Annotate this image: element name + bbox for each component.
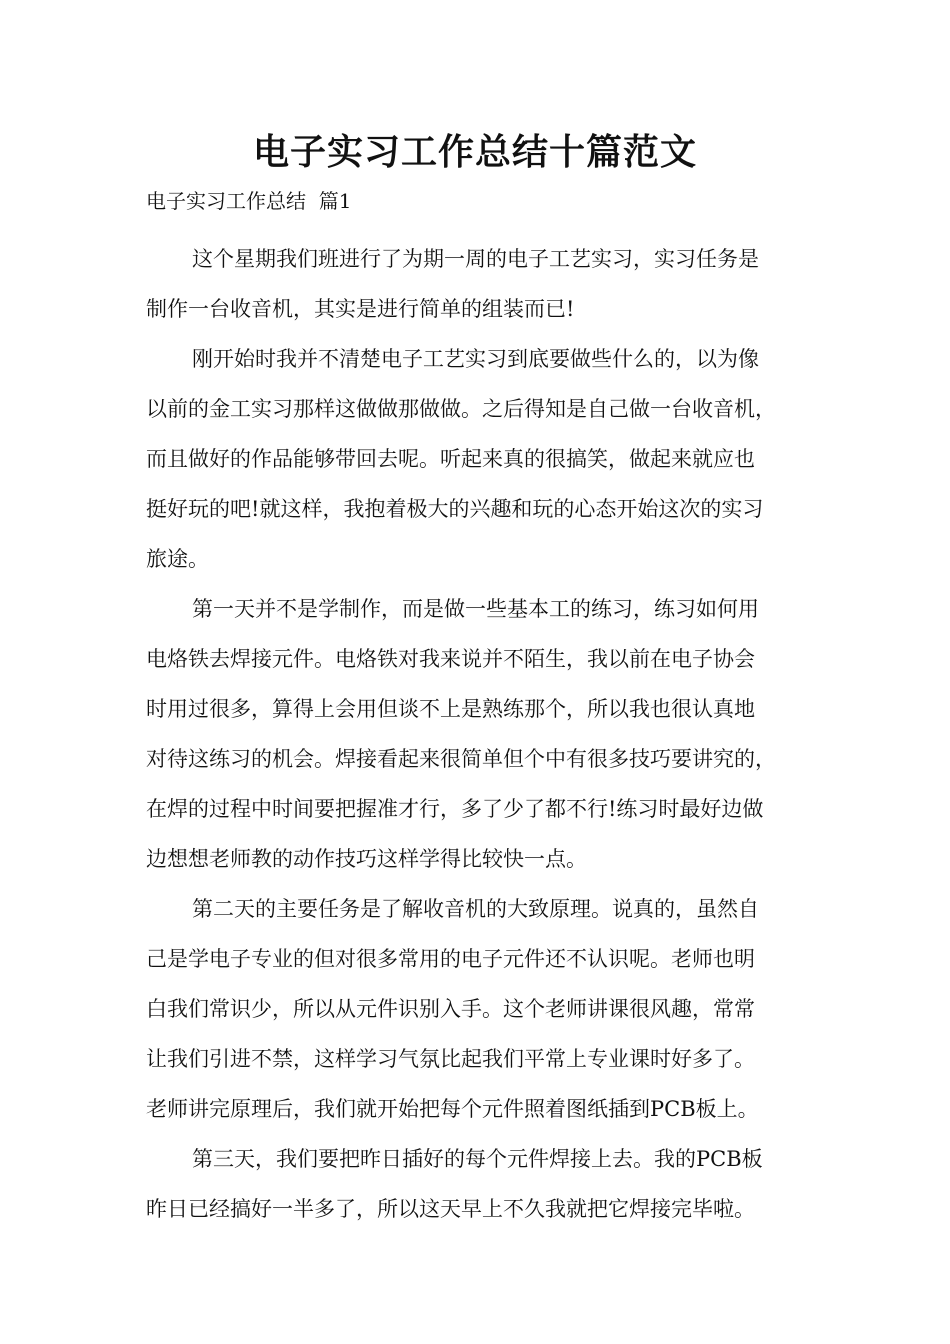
paragraph	[146, 234, 826, 334]
section-heading: 电子实习工作总结 篇1	[146, 189, 352, 213]
text-line: 己是学电子专业的但对很多常用的电子元件还不认识呢。老师也明	[146, 947, 755, 971]
document-title: 电子实习工作总结十篇范文	[252, 131, 697, 173]
document-body	[146, 234, 826, 1234]
text-line: 而且做好的作品能够带回去呢。听起来真的很搞笑，做起来就应也	[146, 447, 755, 471]
text-line: 这个星期我们班进行了为期一周的电子工艺实习，实习任务是	[192, 247, 759, 271]
text-line: 制作一台收音机，其实是进行简单的组装而已!	[146, 297, 575, 321]
paragraph	[146, 584, 826, 884]
text-line: 昨日已经搞好一半多了，所以这天早上不久我就把它焊接完毕啦。	[146, 1197, 755, 1221]
paragraph	[146, 334, 826, 584]
text-line: 以前的金工实习那样这做做那做做。之后得知是自己做一台收音机，	[146, 397, 776, 421]
text-line: 挺好玩的吧!就这样，我抱着极大的兴趣和玩的心态开始这次的实习	[146, 497, 764, 521]
text-line: 第二天的主要任务是了解收音机的大致原理。说真的，虽然自	[192, 897, 759, 921]
text-line: 在焊的过程中时间要把握准才行，多了少了都不行!练习时最好边做	[146, 797, 764, 821]
text-line: 第三天，我们要把昨日插好的每个元件焊接上去。我的PCB板	[192, 1147, 763, 1171]
text-line: 旅途。	[146, 547, 209, 571]
text-line: 边想想老师教的动作技巧这样学得比较快一点。	[146, 847, 587, 871]
text-line: 第一天并不是学制作，而是做一些基本工的练习，练习如何用	[192, 597, 759, 621]
paragraph	[146, 884, 826, 1134]
text-line: 对待这练习的机会。焊接看起来很简单但个中有很多技巧要讲究的，	[146, 747, 776, 771]
text-line: 刚开始时我并不清楚电子工艺实习到底要做些什么的，以为像	[192, 347, 759, 371]
text-line: 让我们引进不禁，这样学习气氛比起我们平常上专业课时好多了。	[146, 1047, 755, 1071]
text-line: 时用过很多，算得上会用但谈不上是熟练那个，所以我也很认真地	[146, 697, 755, 721]
paragraph	[146, 1134, 826, 1234]
text-line: 电烙铁去焊接元件。电烙铁对我来说并不陌生，我以前在电子协会	[146, 647, 755, 671]
text-line: 老师讲完原理后，我们就开始把每个元件照着图纸插到PCB板上。	[146, 1097, 759, 1121]
text-line: 白我们常识少，所以从元件识别入手。这个老师讲课很风趣，常常	[146, 997, 755, 1021]
